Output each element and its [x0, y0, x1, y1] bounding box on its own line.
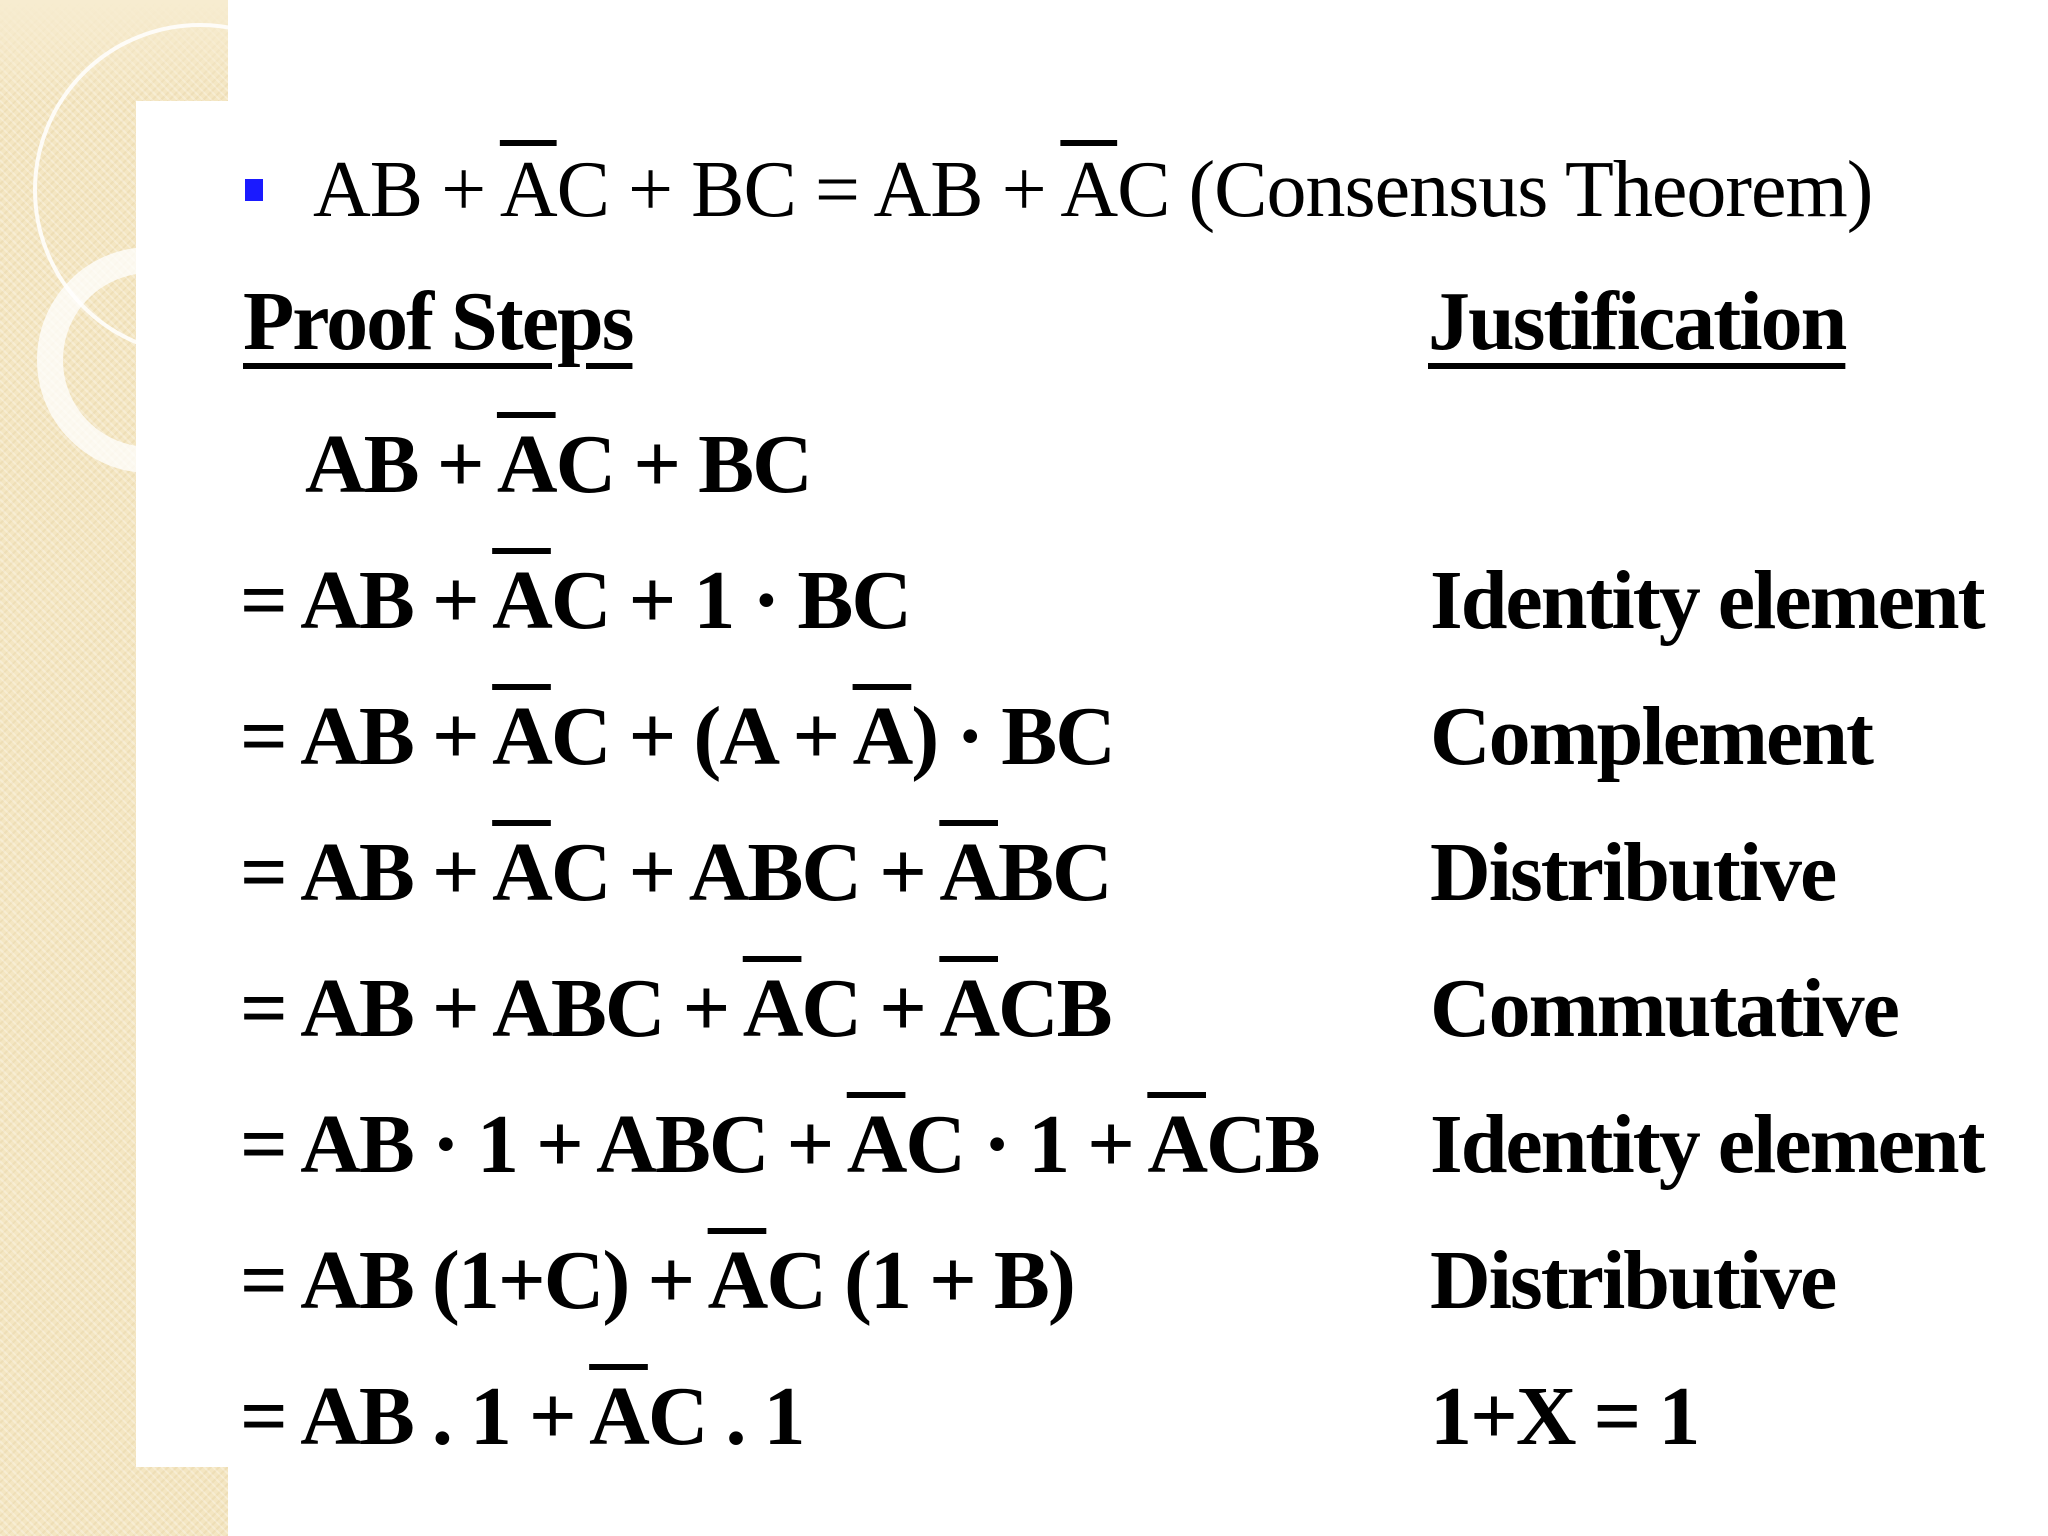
expr-segment: AB . 1 + — [300, 1370, 590, 1463]
expr-segment: CB — [1206, 1098, 1319, 1191]
expr-segment: AB + — [873, 146, 1061, 234]
expr-segment: AB + — [300, 554, 493, 647]
expr-segment: C (1 + B) — [766, 1234, 1074, 1327]
proof-step-expression — [305, 410, 811, 520]
expr-segment: ) · BC — [911, 690, 1114, 783]
equals-sign: = — [240, 962, 301, 1055]
expr-segment: AB + — [305, 418, 497, 511]
proof-step-row — [0, 1090, 2048, 1200]
expr-segment: C + (A + — [550, 690, 853, 783]
complement-variable: $\overline{A}$ — [852, 690, 912, 783]
statement-note: (Consensus Theorem) — [1169, 146, 1873, 234]
equals-sign: = — [240, 826, 301, 919]
proof-step-expression — [240, 954, 1111, 1064]
expr-segment: AB + — [300, 826, 493, 919]
expr-segment: C . 1 — [647, 1370, 804, 1463]
proof-step-expression — [240, 1090, 1319, 1200]
statement-rhs — [874, 146, 1170, 234]
complement-variable: $\overline{A}$ — [846, 1098, 906, 1191]
proof-step-justification: Commutative — [1430, 962, 1898, 1055]
expr-segment: AB + — [300, 690, 493, 783]
proof-step-justification: Distributive — [1430, 826, 1836, 919]
expr-segment: AB + — [313, 146, 500, 234]
complement-variable: $\overline{A}$ — [1147, 1098, 1206, 1191]
proof-steps-header: Proof Steps — [243, 275, 633, 368]
statement-lhs — [313, 146, 796, 234]
complement-variable: $\overline{A}$ — [496, 418, 556, 511]
equals-sign: = — [240, 1098, 301, 1191]
equals-sign: = — [240, 1370, 301, 1463]
statement-equals: = — [795, 146, 874, 234]
proof-step-row — [0, 954, 2048, 1064]
proof-step-row — [0, 1362, 2048, 1472]
proof-step-justification: Identity element — [1430, 554, 1984, 647]
proof-step-expression — [240, 818, 1111, 928]
proof-step-justification: Identity element — [1430, 1098, 1984, 1191]
proof-step-justification: Distributive — [1430, 1234, 1836, 1327]
justification-header: Justification — [1428, 275, 1846, 368]
proof-step-row — [0, 410, 2048, 520]
proof-step-justification: 1+X = 1 — [1430, 1370, 1699, 1463]
proof-step-row — [0, 546, 2048, 656]
expr-segment: AB + ABC + — [300, 962, 743, 1055]
expr-segment: CB — [998, 962, 1111, 1055]
proof-step-row — [0, 1226, 2048, 1336]
expr-segment: C · 1 + — [905, 1098, 1148, 1191]
equals-sign: = — [240, 1234, 301, 1327]
equals-sign: = — [240, 554, 301, 647]
expr-segment: C + 1 · BC — [550, 554, 911, 647]
proof-step-expression — [240, 1362, 804, 1472]
complement-variable: $\overline{A}$ — [742, 962, 802, 1055]
expr-segment: AB · 1 + ABC + — [300, 1098, 847, 1191]
expr-segment: BC — [997, 826, 1111, 919]
equals-sign: = — [240, 690, 301, 783]
expr-segment: C + BC — [556, 146, 796, 234]
expr-segment: C — [1117, 146, 1170, 234]
proof-step-expression — [240, 1226, 1074, 1336]
complement-variable: $\overline{A}$ — [939, 826, 998, 919]
proof-step-expression — [240, 546, 910, 656]
complement-variable: $\overline{A}$ — [492, 826, 551, 919]
expr-segment: AB (1+C) + — [300, 1234, 708, 1327]
proof-step-expression — [240, 682, 1114, 792]
expr-segment: C + BC — [555, 418, 811, 511]
complement-variable: $\overline{A}$ — [499, 146, 557, 234]
complement-variable: $\overline{A}$ — [939, 962, 998, 1055]
complement-variable: $\overline{A}$ — [492, 554, 551, 647]
complement-variable: $\overline{A}$ — [1060, 146, 1118, 234]
proof-step-justification: Complement — [1430, 690, 1872, 783]
bullet-icon — [245, 179, 263, 201]
proof-step-row — [0, 818, 2048, 928]
complement-variable: $\overline{A}$ — [589, 1370, 648, 1463]
expr-segment: C + — [801, 962, 940, 1055]
theorem-statement — [245, 140, 1872, 240]
expr-segment: C + ABC + — [550, 826, 940, 919]
complement-variable: $\overline{A}$ — [492, 690, 551, 783]
statement-text — [313, 140, 1872, 240]
complement-variable: $\overline{A}$ — [707, 1234, 767, 1327]
proof-step-row — [0, 682, 2048, 792]
